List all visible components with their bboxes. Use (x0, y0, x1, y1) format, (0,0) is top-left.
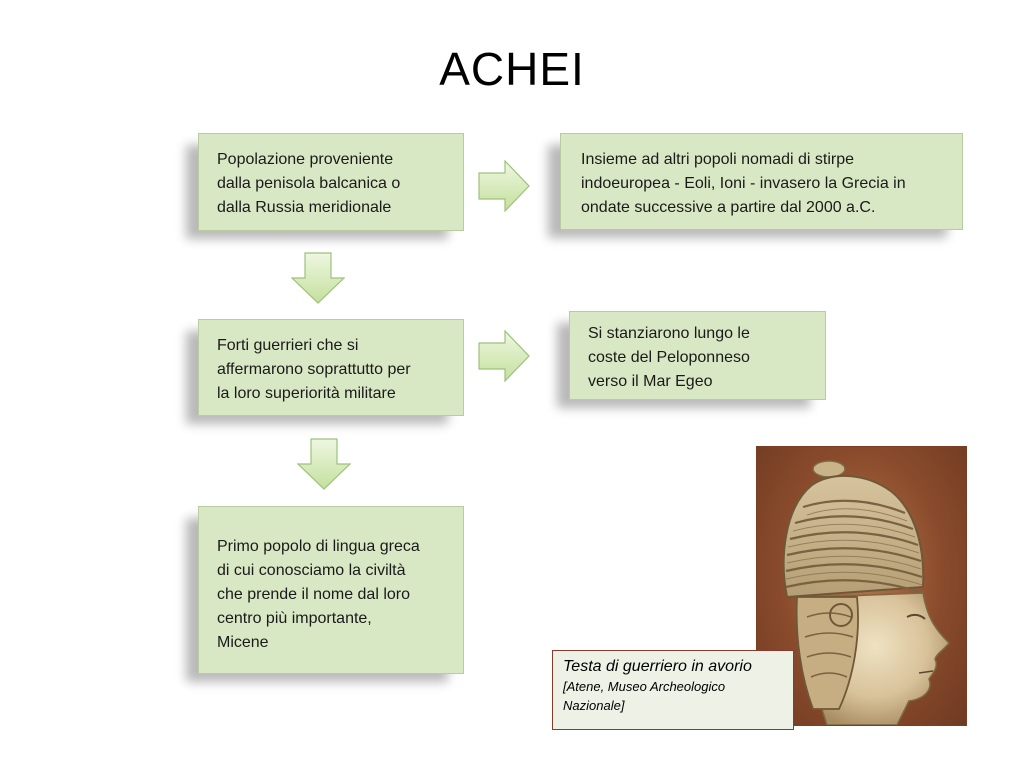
photo-caption (552, 650, 794, 730)
box-language-text: Primo popolo di lingua greca di cui conosciamo la civiltà che prende il nome dal loro centro più importante, Micene (217, 538, 420, 651)
box-invasion-text: Insieme ad altri popoli nomadi di stirpe indoeuropea - Eoli, Ioni - invasero la Grecia in ondate successive a partire dal 2000 a.C. (581, 151, 906, 216)
arrow-down-icon (291, 252, 345, 304)
slide-title: ACHEI (439, 43, 585, 95)
box-warriors (198, 319, 464, 416)
box-invasion (560, 133, 963, 230)
caption-title: Testa di guerriero in avorio (563, 658, 752, 675)
box-settlement (569, 311, 826, 400)
box-origin-text: Popolazione proveniente dalla penisola balcanica o dalla Russia meridionale (217, 151, 401, 216)
arrow-right-icon (478, 330, 530, 382)
caption-source: [Atene, Museo Archeologico Nazionale] (563, 679, 726, 713)
box-origin (198, 133, 464, 231)
box-settlement-text: Si stanziarono lungo le coste del Peloponneso verso il Mar Egeo (588, 325, 750, 390)
box-language (198, 506, 464, 674)
box-warriors-text: Forti guerrieri che si affermarono soprattutto per la loro superiorità militare (217, 337, 411, 402)
arrow-right-icon (478, 160, 530, 212)
arrow-down-icon (297, 438, 351, 490)
